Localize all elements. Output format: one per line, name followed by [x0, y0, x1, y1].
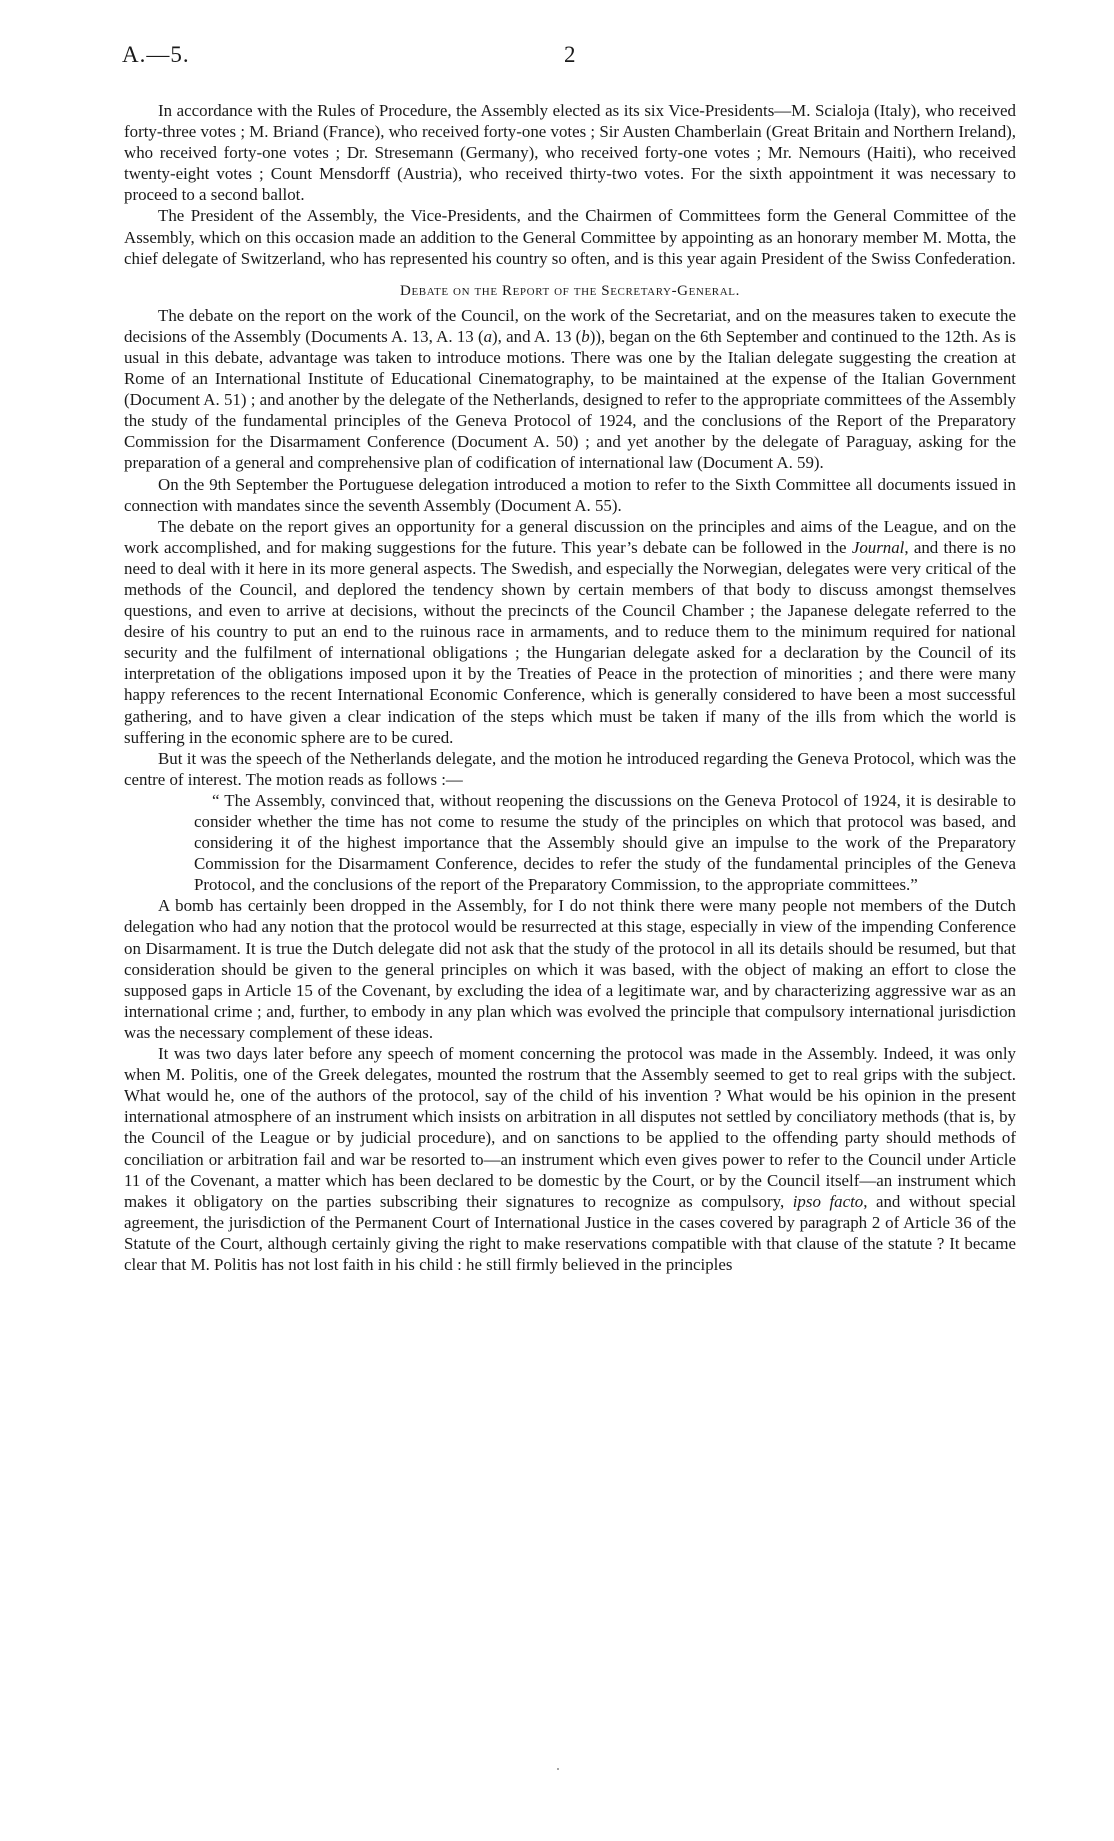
body-text: [124, 100, 1016, 1275]
paragraph-vice-presidents: In accordance with the Rules of Procedure, the Assembly elected as its six Vice-Presidents—M. Scialoja (Italy), who received forty-three votes ; M. Briand (France), who received forty-one votes ; Sir Austen Chamberlain (Great Britain and Northern Ireland), who received forty-one votes ; Dr. Stresemann (Germany), who received forty-one votes ; Mr. Nemours (Haiti), who received twenty-eight votes ; Count Mensdorff (Austria), who received thirty-two votes. For the sixth appointment it was necessary to proceed to a second ballot.: [124, 101, 1016, 205]
text-run: It was two days later before any speech of moment concerning the protocol was made in the Assembly. Indeed, it was only when M. Politis, one of the Greek delegates, mounted the rostrum that the Assembly seemed to get to real grips with the subject. What would he, one of the authors of the protocol, say of the child of his invention ? What would be his opinion in the present international atmosphere of an instrument which insists on arbitration in all disputes not settled by conciliatory methods (that is, by the Council of the League or by judicial procedure), and on sanctions to be applied to the offending party should methods of conciliation or arbitration fail and war be resorted to—an instrument which even gives power to refer to the Council under Article 11 of the Covenant, a matter which has been declared to be domestic by the Court, or by the Council itself—an instrument which makes it obligatory on the parties subscribing their signatures to recognize as compulsory,: [124, 1044, 1016, 1211]
text-run: )), began on the 6th September and continued to the 12th. As is usual in this debate, advantage was taken to introduce motions. There was one by the Italian delegate suggesting the creation at Rome of an International Institute of Educational Cinematography, to be maintained at the expense of the Italian Government (Document A. 51) ; and another by the delegate of the Netherlands, designed to refer to the appropriate committees of the Assembly the study of the fundamental principles of the Geneva Protocol of 1924, and the conclusions of the Report of the Preparatory Commission for the Disarmament Conference (Document A. 50) ; and yet another by the delegate of Paraguay, asking for the preparation of a general and comprehensive plan of codification of international law (Document A. 59).: [124, 326, 1016, 473]
paragraph-politis: [124, 1043, 1016, 1275]
paragraph-bomb-dropped: A bomb has certainly been dropped in the Assembly, for I do not think there were many people not members of the Dutch delegation who had any notion that the protocol would be resurrected at this stage, especially in view of the impending Conference on Disarmament. It is true the Dutch delegate did not ask that the study of the protocol in all its details should be resumed, but that consideration should be given to the general principles on which it was based, with the object of making an effort to close the supposed gaps in Article 15 of the Covenant, by excluding the idea of a legitimate war, and by characterizing aggressive war as an international crime ; and, further, to embody in any plan which was evolved the principle that compulsory international jurisdiction was the necessary complement of these ideas.: [124, 896, 1016, 1042]
text-run: , and without special agreement, the jurisdiction of the Permanent Court of International Justice in the cases covered by paragraph 2 of Article 36 of the Statute of the Court, although certainly giving the right to make reservations compatible with that clause of the statute ? It became clear that M. Politis has not lost faith in his child : he still firmly believed in the principles: [124, 1191, 1016, 1274]
paragraph-netherlands-speech: But it was the speech of the Netherlands delegate, and the motion he introduced regarding the Geneva Protocol, which was the centre of interest. The motion reads as follows :—: [124, 748, 1016, 789]
paragraph-portuguese-motion: On the 9th September the Portuguese delegation introduced a motion to refer to the Sixth Committee all documents issued in connection with mandates since the seventh Assembly (Document A. 55).: [124, 474, 1016, 515]
page-number: 2: [564, 42, 576, 67]
paragraph-general-discussion: [124, 516, 1016, 748]
text-run: The debate on the report gives an opportunity for a general discussion on the principles and aims of the League, and on the work accomplished, and for making suggestions for the future. This year’s debate can be followed in the: [124, 516, 1016, 557]
paragraph-general-committee: The President of the Assembly, the Vice-Presidents, and the Chairmen of Committees form the General Committee of the Assembly, which on this occasion made an addition to the General Committee by appointing as an honorary member M. Motta, the chief delegate of Switzerland, who has represented his country so often, and is this year again President of the Swiss Confederation.: [124, 206, 1016, 268]
page-header: [124, 42, 1016, 82]
section-heading: Debate on the Report of the Secretary-General.: [400, 282, 740, 299]
text-run: , and there is no need to deal with it here in its more general aspects. The Swedish, and especially the Norwegian, delegates were very critical of the methods of the Council, and deplored the tendency shown by certain members of that body to discuss amongst themselves questions, and even to arrive at decisions, without the precincts of the Council Chamber ; the Japanese delegate referred to the desire of his country to put an end to the ruinous race in armaments, and to reduce them to the minimum required for national security and the fulfilment of international obligations ; the Hungarian delegate asked for a declaration by the Council of its interpretation of the obligations imposed upon it by the Treaties of Peace in the protection of minorities ; and there were many happy references to the recent International Economic Conference, which is generally considered to have been a most successful gathering, and to have given a clear indication of the steps which must be taken if many of the ills from which the world is suffering in the economic sphere are to be cured.: [124, 537, 1016, 747]
italic-run: ipso facto: [792, 1191, 864, 1211]
page-reference: A.—5.: [122, 42, 190, 67]
paragraph-debate-motions: [124, 305, 1016, 474]
document-page: [124, 42, 1016, 1275]
italic-run: a: [483, 326, 493, 346]
page-speck: [557, 1768, 559, 1770]
text-run: ), and A. 13 (: [492, 326, 582, 346]
italic-run: b: [581, 326, 590, 346]
motion-quote: “ The Assembly, convinced that, without reopening the discussions on the Geneva Protocol of 1924, it is desirable to consider whether the time has not come to resume the study of the principles on which that protocol was based, and considering it of the highest importance that the Assembly should give an impulse to the work of the Preparatory Commission for the Disarmament Conference, decides to refer the study of the fundamental principles of the Geneva Protocol, and the conclusions of the report of the Preparatory Commission, to the appropriate committees.”: [194, 790, 1016, 895]
italic-run: Journal: [851, 537, 905, 557]
text-run: The debate on the report on the work of the Council, on the work of the Secretariat, and on the measures taken to execute the decisions of the Assembly (Documents A. 13, A. 13 (: [124, 305, 1016, 346]
